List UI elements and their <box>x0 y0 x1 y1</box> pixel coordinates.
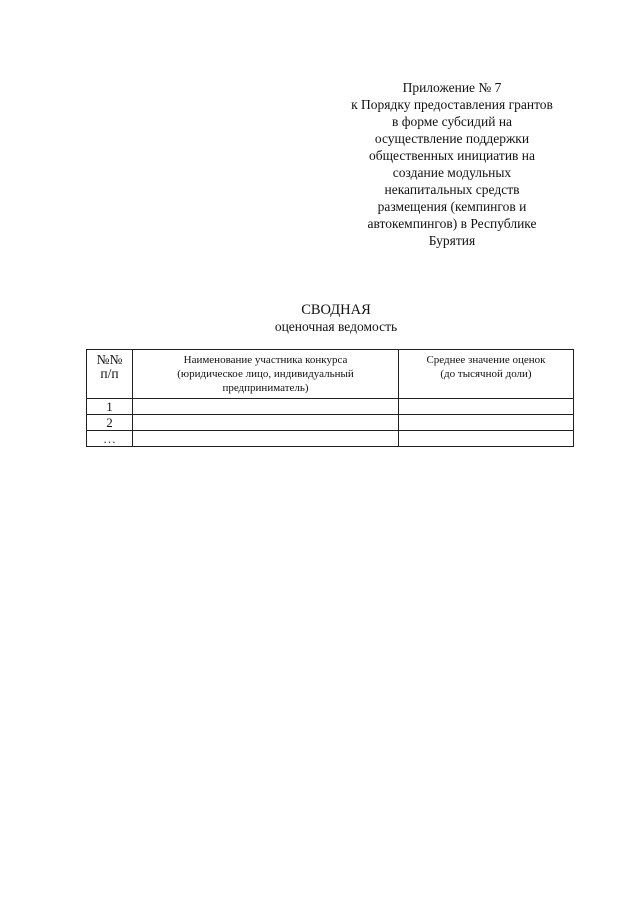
table-header-row <box>87 350 574 399</box>
header-participant-name <box>133 350 399 399</box>
table-row <box>87 431 574 447</box>
header-average-score <box>399 350 574 399</box>
header-number-line: №№ <box>96 352 123 367</box>
document-title: СВОДНАЯ <box>301 302 371 318</box>
appendix-line: осуществление поддержки <box>374 131 530 146</box>
appendix-line: к Порядку предоставления грантов <box>351 97 553 112</box>
appendix-line: Приложение № 7 <box>402 80 502 95</box>
row-number-cell: 2 <box>87 415 133 431</box>
header-number-line: п/п <box>100 366 119 381</box>
appendix-line: некапитальных средств <box>384 182 520 197</box>
appendix-line: в форме субсидий на <box>391 114 513 129</box>
table-row <box>87 415 574 431</box>
participant-name-cell <box>133 431 399 447</box>
appendix-line: Бурятия <box>428 233 476 248</box>
row-number-cell: 1 <box>87 399 133 415</box>
appendix-reference <box>324 79 580 249</box>
header-name-line: предприниматель) <box>222 382 309 394</box>
appendix-line: автокемпингов) в Республике <box>367 216 537 231</box>
average-score-cell <box>399 399 574 415</box>
participant-name-cell <box>133 399 399 415</box>
header-number <box>87 350 133 399</box>
average-score-cell <box>399 415 574 431</box>
assessment-table <box>86 349 574 447</box>
average-score-cell <box>399 431 574 447</box>
participant-name-cell <box>133 415 399 431</box>
header-name-line: (юридическое лицо, индивидуальный <box>177 368 354 380</box>
appendix-line: общественных инициатив на <box>368 148 536 163</box>
document-subtitle: оценочная ведомость <box>274 319 398 334</box>
table-row <box>87 399 574 415</box>
row-number-cell: … <box>87 431 133 447</box>
header-score-line: (до тысячной доли) <box>440 368 532 380</box>
header-score-line: Среднее значение оценок <box>426 354 546 366</box>
appendix-line: размещения (кемпингов и <box>377 199 527 214</box>
appendix-line: создание модульных <box>392 165 512 180</box>
header-name-line: Наименование участника конкурса <box>183 354 348 366</box>
